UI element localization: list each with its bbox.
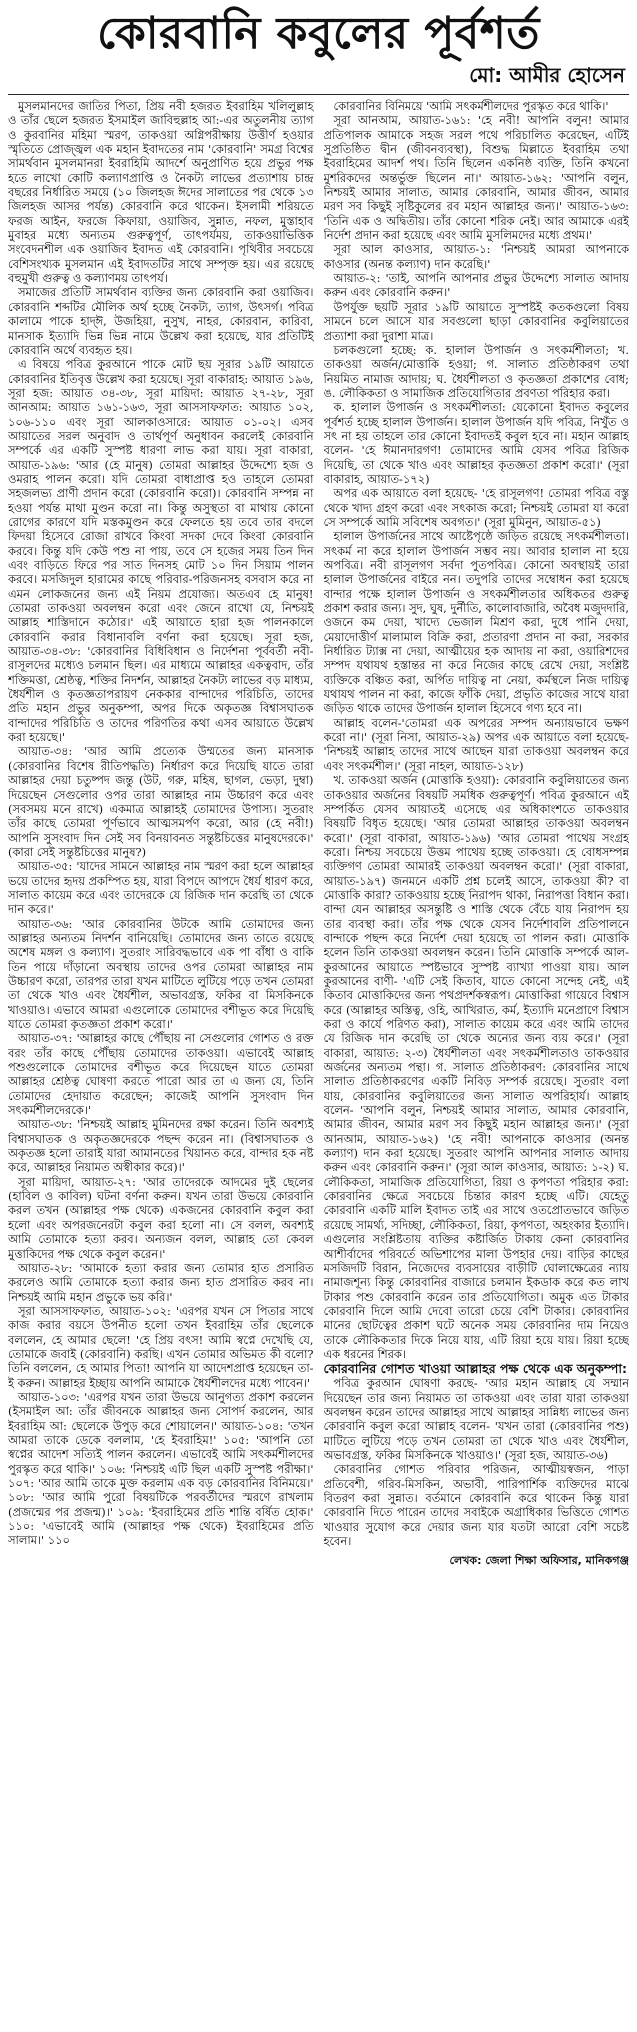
body-paragraph: উপর্যুক্ত ছয়টি সূরার ১৯টি আয়াতে সুস্পষ্টই কতকগুলো বিষয় সামনে চলে আসে যার সবগুলো ছাড়া কোরবানির কবুলিয়াতের প্রত্যাশা করা দুরাশা মাত্র।: [323, 299, 629, 343]
body-paragraph: আয়াত-৩৮: 'নিশ্চয়ই আল্লাহ মুমিনদের রক্ষা করেন। তিনি অবশ্যই বিশ্বাসঘাতক ও অকৃতজ্ঞদেরকে পছন্দ করেন না। (বিশ্বাসঘাতক ও অকৃতজ্ঞ হলো তারাই যারা আমানতের খিয়ানত করে, বান্দার হক নষ্ট করে, আল্লাহর নিয়ামত অস্বীকার করে)।': [8, 1117, 314, 1175]
body-paragraph: হালাল উপার্জনের সাথে আষ্টেপৃষ্ঠে জড়িত রয়েছে সৎকর্মশীলতা। সৎকর্ম না করে হালাল উপার্জন সম্ভব নয়। আবার হালাল না হয়ে অপবিত্র। নবী রাসূলগণ সর্বদা পুতপবিত্র। কোনো অবস্থায়ই তারা হালাল উপার্জনের বাইরে নন। তদুপরি তাদের সম্বোধন করা হয়েছে বান্দার পক্ষে হালাল উপার্জন ও সৎকর্মশীলতার অধিকতর গুরুত্ব প্রকাশ করার জন্য। সুদ, ঘুষ, দুর্নীতি, কালোবাজারি, অবৈধ মজুদদারি, ওজনে কম দেয়া, খাদ্যে ভেজাল মিশ্রণ করা, দুধে পানি দেয়া, মেয়াদোত্তীর্ণ মালামাল বিক্রি করা, প্রতারণা প্রদান না করা, সরকার নির্ধারিত ট্যাক্স না দেয়া, আত্মীয়ের হক আদায় না করা, ওয়ারিশদের সম্পদ যথাযথ হস্তান্তর না করে নিজের কাছে রেখে দেয়া, সংশ্লিষ্ট ব্যক্তিকে বঞ্চিত করা, অর্পিত দায়িত্ব না নেয়া, কর্মস্থলে নিজ দায়িত্ব যথাযথ পালন না করা, কাজে ফাঁকি দেয়া, প্রভৃতি কাজের সাথে যারা জড়িত থাকে তাদের উপার্জন হালাল হিসেবে গণ্য হবে না।: [323, 529, 629, 716]
body-paragraph: সূরা মায়িদা, আয়াত-২৭: 'আর তাদেরকে আদমের দুই ছেলের (হাবিল ও কাবিল) ঘটনা বর্ণনা করুন। যখন তারা উভয়ে কোরবানি করল তখন (আল্লাহর পক্ষ থেকে) একজনের কোরবানি কবুল করা হলো এবং অপরজনেরটা কবুল করা হলো না। সে বলল, অবশ্যই আমি তোমাকে হত্যা করব। অন্যজন বলল, আল্লাহ তো কেবল মুত্তাকিদের পক্ষ থেকে কবুল করেন।': [8, 1174, 314, 1261]
author-note: লেখক: জেলা শিক্ষা অফিসার, মানিকগঞ্জ: [449, 1554, 629, 1568]
body-paragraph: আল্লাহ বলেন-'তোমরা এক অপরের সম্পদ অন্যায়ভাবে ভক্ষণ করো না।' (সূরা নিসা, আয়াত-২৯) অপর এক আয়াতে বলা হয়েছে-'নিশ্চয়ই আল্লাহ তাদের সাথে আছেন যারা তাকওয়া অবলম্বন করে এবং সৎকর্মশীল।' (সূরা নাহল, আয়াত-১২৮): [323, 715, 629, 773]
body-paragraph: আয়াত-৩৪: 'আর আমি প্রত্যেক উম্মতের জন্য মানসাক (কোরবানির বিশেষ রীতিপদ্ধতি) নির্ধারণ করে দিয়েছি যাতে তারা আল্লাহর দেয়া চতুষ্পদ জন্তু (উট, গরু, মহিষ, ছাগল, ভেড়া, দুম্বা) দিয়েছেন সেগুলোর ওপর তারা আল্লাহর নাম উচ্চারণ করে এবং (সবসময় মনে রাখে) একমাত্র আল্লাহই তোমাদের উপাস্য। সুতরাং তাঁর কাছে তোমরা পূর্ণভাবে আত্মসমর্পণ করো, আর (হে নবী!) আপনি সুসংবাদ দিন সেই সব বিনয়াবনত সন্তুষ্টচিত্তের মানুষদেরকে।' (কারা সেই সন্তুষ্টচিত্তের মানুষ?): [8, 744, 314, 859]
body-paragraph: খ. তাকওয়া অর্জন (মোত্তাকি হওয়া): কোরবানি কবুলিয়াতের জন্য তাকওয়ার অর্জনের বিষয়টি সমধিক গুরুত্বপূর্ণ। পবিত্র কুরআনে এই সম্পর্কিত যেসব আয়াতই এসেছে এর অধিকাংশতে তাকওয়ার বিষয়টি বিধৃত হয়েছে। 'আর তোমরা আল্লাহর তাকওয়া অবলম্বন করো।' (সূরা বাকারা, আয়াত-১৯৬) 'আর তোমরা পাথেয় সংগ্রহ করো। নিশ্চয় সবচেয়ে উত্তম পাথেয় হচ্ছে তাকওয়া। হে বোধসম্পন্ন ব্যক্তিগণ তোমরা আমারই তাকওয়া অবলম্বন করো।' (সূরা বাকারা, আয়াত-১৯৭) জনমনে একটি প্রশ্ন চলেই আসে, তাকওয়া কী? বা মোত্তাকি কারা? তাকওয়ায় হচ্ছে নিরাপদ থাকা, নিরাপত্তা বিধান করা। বান্দা যেন আল্লাহর অসন্তুষ্টি ও শাস্তি থেকে বেঁচে যায় নিরাপদ হয় তার ব্যবস্থা করা। তাঁর পক্ষ থেকে যেসব নির্দেশাবলি প্রতিপালনে বান্দাকে পছন্দ করে নির্দেশ দেয়া হয়েছে তা পালন করা। মোত্তাকি হলেন তিনি তাকওয়া অবলম্বন করেন। তিনি মোত্তাকি সম্পর্কে আল-কুরআনের আয়াতে স্পষ্টভাবে সুস্পষ্ট ব্যাখ্যা পাওয়া যায়। আল কুরআনের বাণী- 'এটি সেই কিতাব, যাতে কোনো সন্দেহ নেই, এই কিতাব মোত্তাকিদের জন্য পথপ্রদর্শকস্বরূপ। মোত্তাকিরা গায়েবে বিশ্বাস করে (আল্লাহর অস্তিত্ব, ওহি, আখিরাত, কর্ম, ইত্যাদি মনেপ্রাণে বিশ্বাস করা ও কার্যে পরিণত করা), সালাত কায়েম করে এবং আমি তাদের যে রিজিক দান করেছি তা থেকে অন্যের জন্য ব্যয় করে।' (সূরা বাকারা, আয়াত: ২-৩) ধৈর্যশীলতা এবং সৎকর্মশীলতাও তাকওয়ার অর্জনের অন্যতম পন্থা। গ. সালাত প্রতিষ্ঠাকরণ: কোরবানির সাথে সালাত প্রতিষ্ঠাকরণের একটি নিবিড় সম্পর্ক রয়েছে। সুতরাং বলা যায়, কোরবানির কবুলিয়াতের জন্য সালাত অপরিহার্য। আল্লাহ বলেন- 'আপনি বলুন, নিশ্চয়ই আমার সালাত, আমার কোরবানি, আমার জীবন, আমার মরণ সব কিছুই মহান আল্লাহর জন্য।' (সূরা আনআম, আয়াত-১৬২) 'হে নবী! আপনাকে কাওসার (অনন্ত কল্যাণ) দান করা হয়েছে। সুতরাং আপনি আপনার সালাত আদায় করুন এবং কোরবানি করুন।' (সূরা আল কাওসার, আয়াত: ১-২) ঘ. লৌকিকতা, সামাজিক প্রতিযোগিতা, রিয়া ও কৃপণতা পরিহার করা: কোরবানির ক্ষেত্রে সবচেয়ে চিন্তার কারণ হচ্ছে এটি। যেহেতু কোরবানি একটি মালি ইবাদত তাই এর সাথে ওতপ্রোতভাবে জড়িত রয়েছে সামর্থ্য, সদিচ্ছা, লৌকিকতা, রিয়া, কৃপণতা, অহংকার ইত্যাদি। এগুলোর সংশ্লিষ্টতায় ব্যক্তির কষ্টার্জিত টাকায় কেনা কোরবানির আশীর্বাদের পরিবর্তে অভিশাপের মালা উপহার দেয়। বাড়ির কাছের মসজিদটি বিরান, নিজেদের ব্যবসায়ের বাড়ীটি ঘোলাক্ষেত্রের ন্যায় নামাজশূন্য কিন্তু কোরবানির বাজারে চলমান ইকডাক করে কত লাখ টাকার পশু কোরবানি করেন তার প্রতিযোগিতা। অমুক এত টাকার কোরবানি দিলে আমি দেবো তারো চেয়ে বেশি টাকার। কোরবানির মানের ছোটত্বের প্রকাশ ঘটে অনেক সময় কোরবানির দাম নিয়েও তাকে লৌকিকতার দিকে নিয়ে যায়, এটি রিয়া হয়ে যায়। রিয়া হচ্ছে এক ধরনের শিরক।: [323, 773, 629, 1361]
body-paragraph: সূরা আনআম, আয়াত-১৬১: 'হে নবী! আপনি বলুন! আমার প্রতিপালক আমাকে সহজ সরল পথে পরিচালিত করেছেন, এটিই সুপ্রতিষ্ঠিত দ্বীন (জীবনব্যবস্থা), বিশুদ্ধ মিল্লাতে ইবরাহিম তথা ইবরাহিমের আদর্শ পথ। তিনি ছিলেন একনিষ্ঠ ব্যক্তি, তিনি কখনো মুশরিকদের অন্তর্ভুক্ত ছিলেন না।' আয়াত-১৬২: 'আপনি বলুন, নিশ্চয়ই আমার সালাত, আমার কোরবানি, আমার জীবন, আমার মরণ সব কিছুই সৃষ্টিকুলের রব মহান আল্লাহর জন্য।' আয়াত-১৬৩: 'তিনি এক ও অদ্বিতীয়। তাঁর কোনো শরিক নেই। আর আমাকে এরই নির্দেশ প্রদান করা হয়েছে এবং আমি মুসলিমদের মধ্যে প্রথম।': [323, 113, 629, 243]
body-paragraph: সমাজের প্রতিটি সামর্থবান ব্যক্তির জন্য কোরবানি করা ওয়াজিব। কোরবানি শব্দটির মৌলিক অর্থ হচ্ছে নৈকট্য, ত্যাগ, উৎসর্গ। পবিত্র কালামে পাকে হাদ্ঈ, উজহিয়া, নুসুখ, নাহর, কোরবান, কারিবা, মানসাক ইত্যাদি ভিন্ন ভিন্ন নামে উল্লেখ করা হয়েছে, যার প্রতিটিই কোরবানি অর্থে ব্যবহৃত হয়।: [8, 285, 314, 357]
body-paragraph: কোরবানির গোশত পরিবার পরিজন, আত্মীয়স্বজন, পাড়া প্রতিবেশী, গরিব-মিসকিন, অভাবী, পারিপার্শিক ব্যক্তিদের মাঝে বিতরণ করা সুন্নাত। বর্তমানে কোরবানি করে থাকেন কিন্তু যারা কোরবানি দিতে পারেন তাদের সবাইকে অগ্রাধিকার ভিত্তিতে গোশত খাওয়ার সুযোগ করে দেয়ার জন্য যার যতটা আরো বেশি সচেষ্ট হবেন।: [323, 1462, 629, 1549]
body-paragraph: কোরবানির বিনিময়ে 'আমি সৎকর্মশীলদের পুরস্কৃত করে থাকি।': [333, 99, 609, 113]
body-paragraph: মুসলমানদের জাতির পিতা, প্রিয় নবী হজরত ইবরাহিম খলিলুল্লাহ ও তাঁর ছেলে হজরত ইসমাইল জাবিহুল্লাহ আ:-এর অতুলনীয় ত্যাগ ও কুরবানির মহিমা স্মরণ, তাকওয়া অগ্নিপরীক্ষায় উত্তীর্ণ হওয়ার স্মৃতিতে প্রোজ্জ্বল এক মহান ইবাদতের নাম 'কোরবানি' সমগ্র বিশ্বের সামর্থবান মুসলমানরা ইবরাহিমি আদর্শে অনুপ্রাণিত হয়ে প্রভুর পক্ষ হতে লাখো কোটি কল্যাণপ্রাপ্তি ও নৈকট্য লাভের প্রত্যাশায় চান্দ্র বছরের নির্ধারিত সময়ে (১০ জিলহজ ঈদের সালাতের পর থেকে ১৩ জিলহজ আসর পর্যন্ত) কোরবানি করে থাকেন। ইসলামী শরিয়তে ফরজ আইন, ফরজে কিফায়া, ওয়াজিব, সুন্নাত, নফল, মুস্তাহাব মুবাহর মধ্যে অন্যতম গুরুত্বপূর্ণ, তাৎপর্যময়, তাকওয়াভিত্তিক সংবেদনশীল এক ওয়াজিব ইবাদত এই কোরবানি। পৃথিবীর সবচেয়ে বেশিসংখ্যক মুসলমান এই ইবাদতটির সাথে সম্পৃক্ত হয়। এর রয়েছে বহুমুখী গুরুত্ব ও কল্যাণময় তাৎপর্য।: [8, 99, 314, 286]
headline-divider: [8, 94, 629, 95]
body-paragraph: আয়াত-২: 'তাই, আপনি আপনার প্রভুর উদ্দেশ্যে সালাত আদায় করুন এবং কোরবানি করুন।': [323, 271, 629, 300]
body-paragraph: এ বিষয়ে পবিত্র কুরআনে পাকে মোট ছয় সূরার ১৯টি আয়াতে কোরবানির ইতিবৃত্ত উল্লেখ করা হয়েছে। সূরা বাকারাহ: আয়াত ১৯৬, সূরা হজ: আয়াত ৩৪-৩৮, সূরা মায়িদা: আয়াত ২৭-২৮, সূরা আনআম: আয়াত ১৬১-১৬৩, সূরা আসসাফফাত: আয়াত ১০২, ১০৬-১১০ এবং সূরা আলকাওসারে: আয়াত ০১-০২। এসব আয়াতের সরল অনুবাদ ও তার্থপূর্ণ অনুধাবন করলেই কোরবানি সম্পর্কে এর একটি সুস্পষ্ট ধারণা লাভ করা যায়। সূরা বাকারা, আয়াত-১৯৬: 'আর (হে মানুষ) তোমরা আল্লাহর উদ্দেশ্যে হজ ও ওমরাহ পালন করো। যদি তোমরা বাধাপ্রাপ্ত হও তাহলে তোমরা সহজলভ্য প্রাণী প্রদান করো (কোরবানি করো)। কোরবানি সম্পন্ন না হওয়া পর্যন্ত মাথা মুণ্ডন করো না। কিন্তু অসুস্থতা বা মাথায় কোনো রোগের কারণে যদি মস্তকমুণ্ডন করে ফেলতে হয় তবে তার বদলে ফিদয়া হিসেবে রোজা রাখবে কিংবা সদকা দেবে কিংবা কোরবানি করবে। কিন্তু যদি কেউ পশু না পায়, তবে সে হজের সময় তিন দিন এবং বাড়িতে ফিরে পর সাত দিনসহ মোট ১০ দিন সিয়াম পালন করবে। মসজিদুল হারামের কাছে পরিবার-পরিজনসহ বসবাস করে না এমন লোকজনের জন্য এই নিয়ম প্রযোজ্য। অতএব হে মানুষ! তোমরা তাকওয়া অবলম্বন করো এবং জেনে রাখো যে, নিশ্চয়ই আল্লাহ শাস্তিদানে কঠোর।' এই আয়াতে হারা হজ পালনকালে কোরবানি করার বিধানাবলি বর্ণনা করা হয়েছে। সূরা হজ, আয়াত-৩৪-৩৮: 'কোরবানির বিধিবিধান ও নির্দেশনা পূর্ববর্তী নবী-রাসূলদের মধ্যেও চলমান ছিল। এর মাধ্যমে আল্লাহর একত্ববাদ, তাঁর শক্তিমত্তা, শ্রেষ্ঠত্ব, শক্তির নিদর্শন, আল্লাহর নৈকট্য লাভের বড় মাধ্যম, ধৈর্যশীল ও কৃতজ্ঞতাপরায়ণ নেককার বান্দাদের পরিচিতি, তাদের প্রতি মহান প্রভুর অনুকম্পা, অপর দিকে অকৃতজ্ঞ বিশ্বাসঘাতক বান্দাদের পরিচিতি ও তাদের পরিণতির কথা এসব আয়াতে উল্লেখ করা হয়েছে।': [8, 357, 314, 745]
section-subheading: কোরবানির গোশত খাওয়া আল্লাহর পক্ষ থেকে এক অনুকম্পা:: [323, 1361, 627, 1377]
body-paragraph: সূরা আসসাফফাত, আয়াত-১০২: 'এরপর যখন সে পিতার সাথে কাজ করার বয়সে উপনীত হলো তখন ইবরাহিম তাঁর ছেলেকে বললেন, হে আমার ছেলে! 'হে প্রিয় বৎস! আমি স্বপ্নে দেখেছি যে, তোমাকে জবাই (কোরবানি) করছি। এখন তোমার অভিমত কী বলো? তিনি বললেন, হে আমার পিতা! আপনি যা আদেশপ্রাপ্ত হয়েছেন তা-ই করুন। আল্লাহর ইচ্ছায় আপনি আমাকে ধৈর্যশীলদের মধ্যে পাবেন।': [8, 1303, 314, 1390]
left-column: [8, 99, 314, 1569]
body-paragraph: আয়াত-৩৬: 'আর কোরবানির উটকে আমি তোমাদের জন্য আল্লাহর অন্যতম নিদর্শন বানিয়েছি। তোমাদের জন্য তাতে রয়েছে অশেষ মঙ্গল ও কল্যাণ। সুতরাং সারিবদ্ধভাবে এক পা বাঁধা ও বাকি তিন পায়ে দাঁড়ানো অবস্থায় তাদের ওপর তোমরা আল্লাহর নাম উচ্চারণ করো, তারপর তারা যখন মাটিতে লুটিয়ে পড়ে তখন তোমরা তা থেকে খাও এবং ধৈর্যশীল, অভাবগ্রস্ত, ফকির বা মিসকিনকে খাওয়াও। এভাবে আমরা এগুলোকে তোমাদের বশীভূত করে দিয়েছি যাতে তোমরা কৃতজ্ঞতা প্রকাশ করো।': [8, 916, 314, 1031]
body-paragraph: চলকগুলো হচ্ছে: ক. হালাল উপার্জন ও সৎকর্মশীলতা; খ. তাকওয়া অর্জন/মোত্তাকি হওয়া; গ. সালাত প্রতিষ্ঠাকরণ তথা নিয়মিত নামাজ আদায়; ঘ. ধৈর্যশীলতা ও কৃতজ্ঞতা প্রকাশের বোধ; ঙ. লৌকিকতা ও সামাজিক প্রতিযোগিতার প্রবণতা পরিহার করা।: [323, 342, 629, 400]
body-paragraph: অপর এক আয়াতে বলা হয়েছে- 'হে রাসূলগণ! তোমরা পবিত্র বস্তু থেকে খাদ্য গ্রহণ করো এবং সৎকাজ করো; নিশ্চয়ই তোমরা যা করো সে সম্পর্কে আমি সবিশেষ অবগত।' (সূরা মুমিনুন, আয়াত-৫১): [323, 486, 629, 529]
body-paragraph: আয়াত-৩৭: 'আল্লাহর কাছে পৌঁছায় না সেগুলোর গোশত ও রক্ত বরং তাঁর কাছে পৌঁছায় তোমাদের তাকওয়া। এভাবেই আল্লাহ পশুগুলোকে তোমাদের বশীভূত করে দিয়েছেন যাতে তোমরা আল্লাহর শ্রেষ্ঠত্ব ঘোষণা করতে পারো আর তা এ জন্য যে, তিনি তোমাদের হেদায়াত করেছেন; কাজেই আপনি সুসংবাদ দিন সৎকর্মশীলদেরকে।': [8, 1031, 314, 1118]
article-headline: কোরবানি কবুলের পূর্বশর্ত: [97, 8, 540, 59]
article-byline: মো: আমীর হোসেন: [469, 63, 625, 87]
body-paragraph: আয়াত-২৮: 'আমাকে হত্যা করার জন্য তোমার হাত প্রসারিত করলেও আমি তোমাকে হত্যা করার জন্য হাত প্রসারিত করব না। নিশ্চয়ই আমি মহান প্রভুকে ভয় করি।': [8, 1260, 314, 1304]
body-paragraph: সূরা আল কাওসার, আয়াত-১: 'নিশ্চয়ই আমরা আপনাকে কাওসার (অনন্ত কল্যাণ) দান করেছি।': [323, 242, 629, 271]
body-paragraph: পবিত্র কুরআন ঘোষণা করছে- 'আর মহান আল্লাহ যে সম্মান দিয়েছেন তার জন্য নিয়ামত তা তাকওয়া এবং তারা যারা তাকওয়া অবলম্বন করেন তাদের আল্লাহর সাথে আল্লাহর সান্নিধ্য লাভের জন্য কোরবানি কবুল করো আল্লাহ বলেন- 'যখন তারা (কোরবানির পশু) মাটিতে লুটিয়ে পড়ে তখন তোমরা তা থেকে খাও এবং ধৈর্যশীল, অভাবগ্রস্ত, ফকির মিসকিনকে খাওয়াও।' (সূরা হজ, আয়াত-৩৬): [323, 1376, 629, 1462]
right-column: [324, 99, 630, 1569]
body-paragraph: ক. হালাল উপার্জন ও সৎকর্মশীলতা: যেকোনো ইবাদত কবুলের পূর্বশর্ত হচ্ছে হালাল উপার্জন। হালাল উপার্জন যদি পবিত্র, নিখুঁত ও সৎ না হয় তাহলে তার কোনো ইবাদতই কবুল হবে না। মহান আল্লাহ বলেন- 'হে ঈমানদারগণ! তোমাদের আমি যেসব পবিত্র রিজিক দিয়েছি, তা থেকে খাও এবং আল্লাহর কৃতজ্ঞতা প্রকাশ করো।' (সূরা বাকারাহ, আয়াত-১৭২): [323, 400, 629, 486]
body-paragraph: আয়াত-১০৩: 'এরপর যখন তারা উভয়ে আনুগত্য প্রকাশ করলেন (ইসমাইল আ: তাঁর জীবনকে আল্লাহর জন্য সোপর্দ করলেন, আর ইবরাহিম আ: ছেলেকে উপুড় করে শোয়ালেন।' আয়াত-১০৪: 'তখন আমরা তাকে ডেকে বললাম, 'হে ইবরাহিম!' ১০৫: 'আপনি তো স্বপ্নের আদেশ সত্যিই পালন করলেন। এভাবেই আমি সৎকর্মশীলদের পুরস্কৃত করে থাকি।' ১০৬: 'নিশ্চয়ই এটি ছিল একটি সুস্পষ্ট পরীক্ষা।' ১০৭: 'আর আমি তাকে মুক্ত করলাম এক বড় কোরবানির বিনিময়ে।' ১০৮: 'আর আমি পুরো বিষয়টিকে পরবর্তীদের স্মরণে রাখলাম (প্রজন্মের পর প্রজন্ম)।' ১০৯: 'ইবরাহিমের প্রতি শান্তি বর্ষিত হোক।' ১১০: 'এভাবেই আমি (আল্লাহর পক্ষ থেকে) ইবরাহিমের প্রতি সালাম।' ১১০: [8, 1389, 314, 1548]
body-paragraph: আয়াত-৩৫: 'যাদের সামনে আল্লাহর নাম স্মরণ করা হলে আল্লাহর ভয়ে তাদের হৃদয় প্রকম্পিত হয়, যারা বিপদে আপদে ধৈর্য ধারণ করে, সালাত কায়েম করে এবং তাদেরকে যে রিজিক দান করেছি তা থেকে দান করে।': [8, 859, 314, 917]
article-body: [8, 99, 629, 1569]
